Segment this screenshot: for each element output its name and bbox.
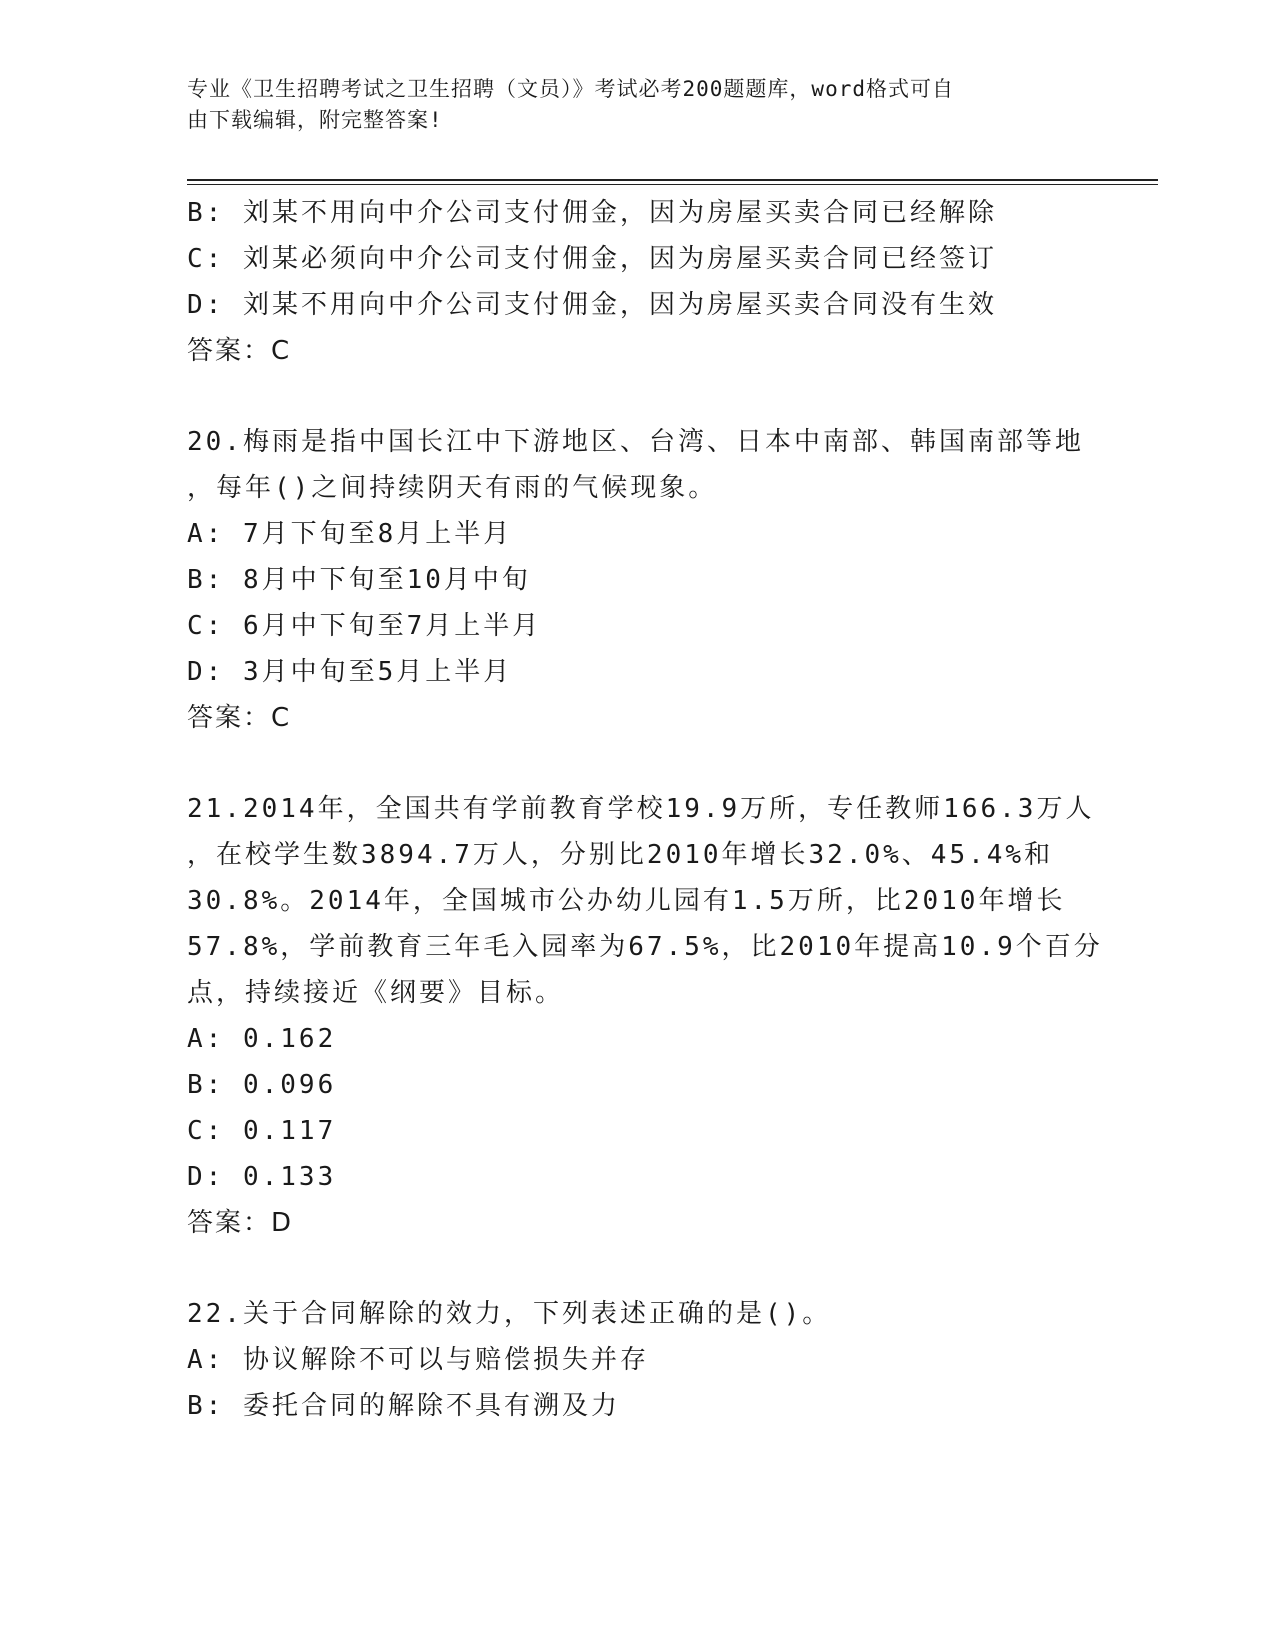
spacer xyxy=(187,374,1087,419)
q19-option-c: C: 刘某必须向中介公司支付佣金，因为房屋买卖合同已经签订 xyxy=(187,244,997,274)
header-rule-thin xyxy=(187,184,1158,185)
header-line-1: 专业《卫生招聘考试之卫生招聘（文员）》考试必考200题题库，word格式可自 xyxy=(187,77,954,101)
q20-option-c: C: 6月中下旬至7月上半月 xyxy=(187,611,542,641)
question-content xyxy=(187,190,1103,1429)
question-22 xyxy=(187,1291,1087,1429)
document-header xyxy=(187,74,1067,136)
header-line-2: 由下载编辑，附完整答案! xyxy=(187,108,443,132)
spacer xyxy=(187,1246,1087,1291)
q21-stem-line-3: 30.8%。2014年，全国城市公办幼儿园有1.5万所，比2010年增长 xyxy=(187,886,1066,916)
q20-stem-line-2: ，每年()之间持续阴天有雨的气候现象。 xyxy=(187,473,718,503)
q19-option-d: D: 刘某不用向中介公司支付佣金，因为房屋买卖合同没有生效 xyxy=(187,290,997,320)
q22-stem-line-1: 22.关于合同解除的效力，下列表述正确的是()。 xyxy=(187,1299,832,1329)
spacer xyxy=(187,741,1087,786)
header-rule-thick xyxy=(187,179,1158,181)
q21-answer: 答案：D xyxy=(187,1208,294,1238)
q22-option-a: A: 协议解除不可以与赔偿损失并存 xyxy=(187,1345,649,1375)
question-21 xyxy=(187,786,1103,1246)
q21-stem-line-5: 点，持续接近《纲要》目标。 xyxy=(187,978,565,1008)
question-20 xyxy=(187,419,1087,741)
q21-option-b: B: 0.096 xyxy=(187,1070,337,1100)
q21-stem-line-2: ，在校学生数3894.7万人，分别比2010年增长32.0%、45.4%和 xyxy=(187,840,1054,870)
q20-answer: 答案：C xyxy=(187,703,292,733)
q22-option-b: B: 委托合同的解除不具有溯及力 xyxy=(187,1391,620,1421)
q20-option-a: A: 7月下旬至8月上半月 xyxy=(187,519,513,549)
q20-option-d: D: 3月中旬至5月上半月 xyxy=(187,657,513,687)
q21-stem-line-1: 21.2014年，全国共有学前教育学校19.9万所，专任教师166.3万人 xyxy=(187,794,1095,824)
q20-stem-line-1: 20.梅雨是指中国长江中下游地区、台湾、日本中南部、韩国南部等地 xyxy=(187,427,1084,457)
q19-option-b: B: 刘某不用向中介公司支付佣金，因为房屋买卖合同已经解除 xyxy=(187,198,997,228)
q21-stem-line-4: 57.8%，学前教育三年毛入园率为67.5%，比2010年提高10.9个百分 xyxy=(187,932,1103,962)
q21-option-a: A: 0.162 xyxy=(187,1024,337,1054)
q19-answer: 答案：C xyxy=(187,336,292,366)
q20-option-b: B: 8月中下旬至10月中旬 xyxy=(187,565,531,595)
question-19 xyxy=(187,190,1087,374)
q21-option-c: C: 0.117 xyxy=(187,1116,337,1146)
q21-option-d: D: 0.133 xyxy=(187,1162,337,1192)
